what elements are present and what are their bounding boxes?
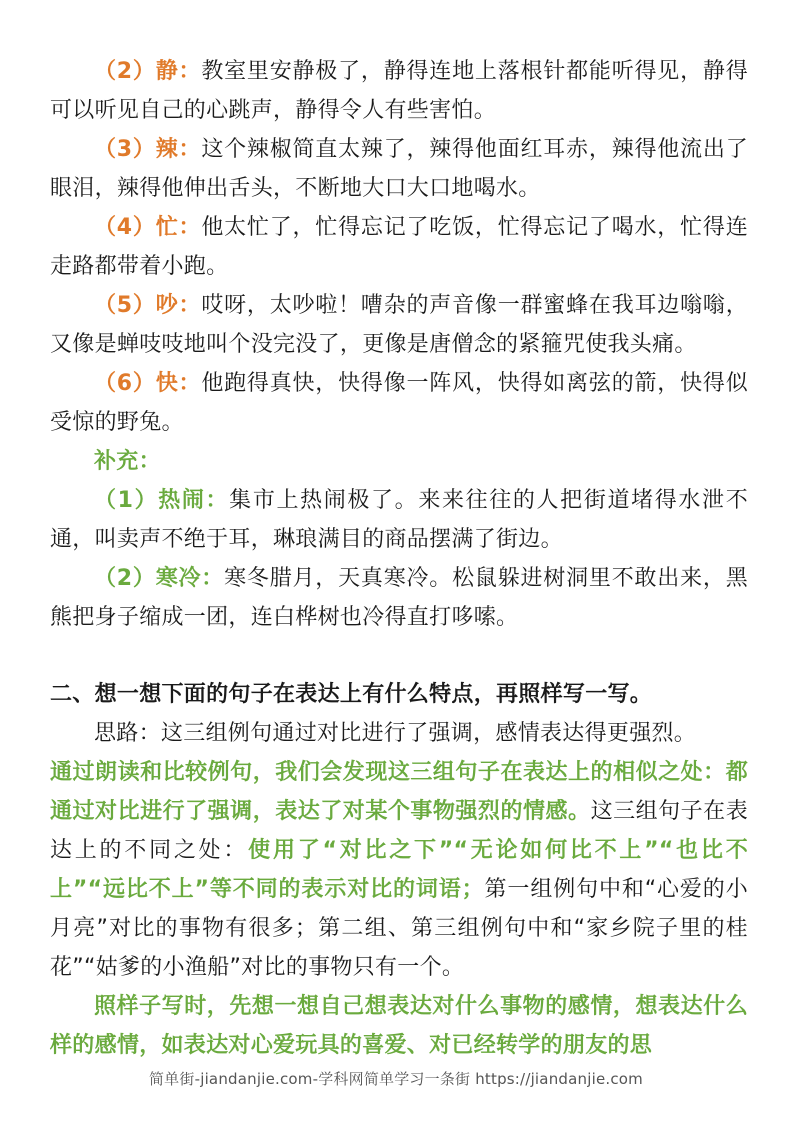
item-text: 寒冬腊月，天真寒冷。松鼠躲进树洞里不敢出来，黑熊把身子缩成一团，连白桦树也冷得直打哆嗦。 bbox=[50, 566, 748, 630]
supplement-title: 补充： bbox=[94, 449, 161, 474]
section-2-analysis: 通过朗读和比较例句，我们会发现这三组句子在表达上的相似之处：都通过对比进行了强调，表达了对某个事物强烈的情感。这三组句子在表达上的不同之处：使用了“对比之下”“无论如何比不上”“也比不上”“远比不上”等不同的表示对比的词语；第一组例句中和“心爱的小月亮”对比的事物有很多；第二组、第三组例句中和“家乡院子里的桂花”“姑爹的小渔船”对比的事物只有一个。 bbox=[50, 760, 749, 980]
section-2-writing-tip: 照样子写时，先想一想自己想表达对什么事物的感情，想表达什么样的感情，如表达对心爱玩具的喜爱、对已经转学的朋友的思 bbox=[50, 994, 748, 1058]
item-label: （2）静： bbox=[94, 59, 202, 84]
example-item-6 bbox=[50, 364, 748, 442]
item-text: 集市上热闹极了。来来往往的人把街道堵得水泄不通，叫卖声不绝于耳，琳琅满目的商品摆满了街边。 bbox=[50, 488, 748, 552]
item-label: （6）快： bbox=[94, 371, 202, 396]
example-item-5 bbox=[50, 286, 748, 364]
example-item-4 bbox=[50, 208, 748, 286]
item-text: 这个辣椒简直太辣了，辣得他面红耳赤，辣得他流出了眼泪，辣得他伸出舌头，不断地大口大口地喝水。 bbox=[50, 137, 749, 201]
item-text: 哎呀，太吵啦！嘈杂的声音像一群蜜蜂在我耳边嗡嗡，又像是蝉吱吱地叫个没完没了，更像是唐僧念的紧箍咒使我头痛。 bbox=[50, 293, 749, 357]
item-text: 教室里安静极了，静得连地上落根针都能听得见，静得可以听见自己的心跳声，静得令人有些害怕。 bbox=[50, 59, 749, 123]
item-label: （2）寒冷： bbox=[94, 566, 225, 591]
item-label: （4）忙： bbox=[94, 215, 202, 240]
example-item-3 bbox=[50, 130, 748, 208]
item-text: 他太忙了，忙得忘记了吃饭，忙得忘记了喝水，忙得连走路都带着小跑。 bbox=[50, 215, 749, 279]
item-label: （3）辣： bbox=[94, 137, 202, 162]
item-label: （5）吵： bbox=[94, 293, 202, 318]
section-gap bbox=[50, 637, 748, 675]
section-2-idea: 思路：这三组例句通过对比进行了强调，感情表达得更强烈。 bbox=[94, 721, 697, 746]
item-text: 他跑得真快，快得像一阵风，快得如离弦的箭，快得似受惊的野兔。 bbox=[50, 371, 749, 435]
page-footer: 简单街-jiandanjie.com-学科网简单学习一条街 https://jiandanjie.com bbox=[148, 1070, 643, 1088]
supplement-item-1 bbox=[50, 481, 748, 559]
example-item-2 bbox=[50, 52, 748, 130]
document-content bbox=[50, 52, 748, 1065]
supplement-item-2 bbox=[50, 559, 748, 637]
item-label: （1）热闹： bbox=[94, 488, 230, 513]
section-2-heading: 二、想一想下面的句子在表达上有什么特点，再照样写一写。 bbox=[50, 682, 653, 707]
